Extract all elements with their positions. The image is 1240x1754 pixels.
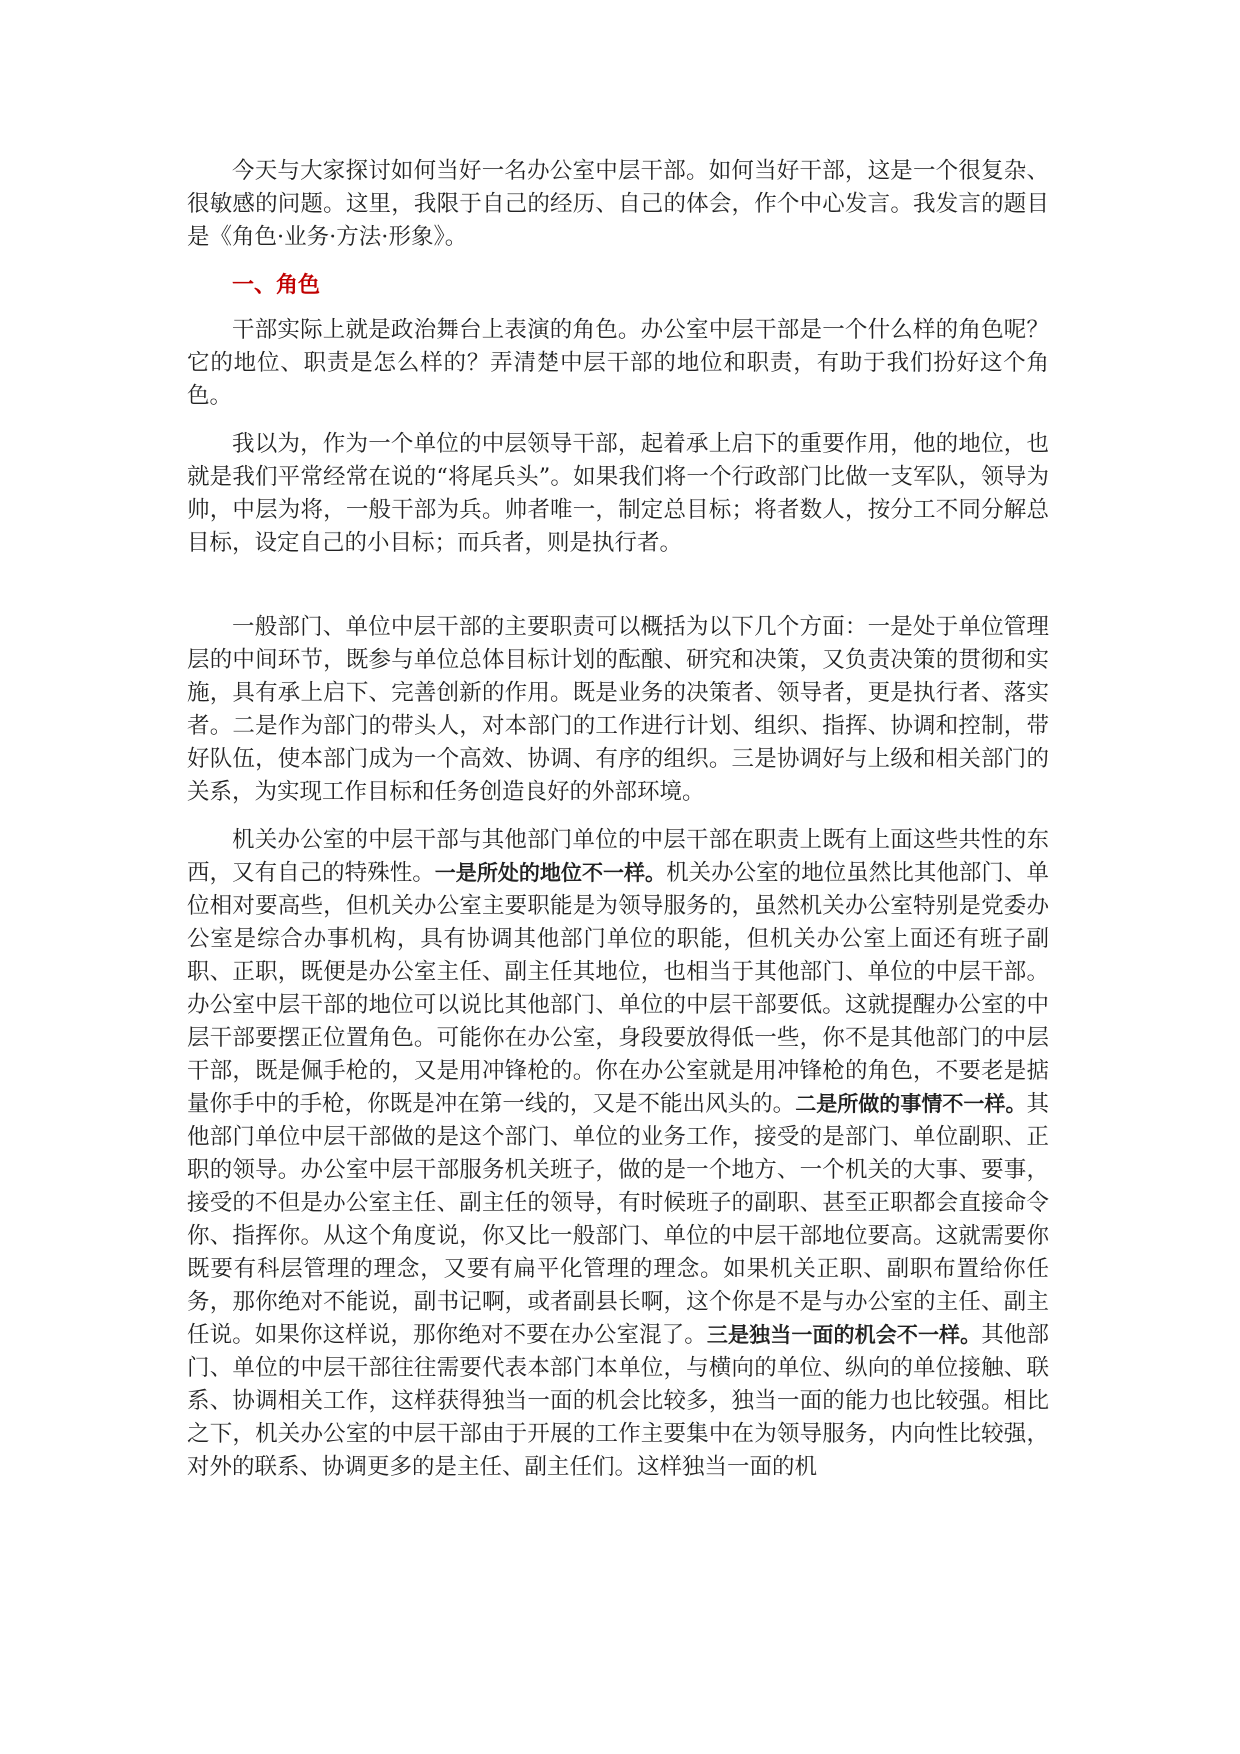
bold-point-2: 二是所做的事情不一样。 [795,1092,1027,1116]
paragraph-position: 我以为，作为一个单位的中层领导干部，起着承上启下的重要作用，他的地位，也就是我们平常经常在说的“将尾兵头”。如果我们将一个行政部门比做一支军队，领导为帅，中层为将，一般干部为兵。帅者唯一，制定总目标；将者数人，按分工不同分解总目标，设定自己的小目标；而兵者，则是执行者。 [187,431,1049,556]
paragraph-text: 机关办公室的地位虽然比其他部门、单位相对要高些，但机关办公室主要职能是为领导服务的，虽然机关办公室特别是党委办公室是综合办事机构，具有协调其他部门单位的职能，但机关办公室上面还有班子副职、正职，既便是办公室主任、副主任其地位，也相当于其他部门、单位的中层干部。办公室中层干部的地位可以说比其他部门、单位的中层干部要低。这就提醒办公室的中层干部要摆正位置角色。可能你在办公室，身段要放得低一些，你不是其他部门的中层干部，既是佩手枪的，又是用冲锋枪的。你在办公室就是用冲锋枪的角色，不要老是掂量你手中的手枪，你既是冲在第一线的，又是不能出风头的。 [187,860,1049,1117]
document-page [187,155,1049,1499]
bold-point-3: 三是独当一面的机会不一样。 [706,1323,982,1347]
bold-point-1: 一是所处的地位不一样。 [434,861,667,885]
intro-paragraph: 今天与大家探讨如何当好一名办公室中层干部。如何当好干部，这是一个很复杂、很敏感的问题。这里，我限于自己的经历、自己的体会，作个中心发言。我发言的题目是《角色·业务·方法·形象》。 [187,158,1049,250]
paragraph-text: 其他部门单位中层干部做的是这个部门、单位的业务工作，接受的是部门、单位副职、正职的领导。办公室中层干部服务机关班子，做的是一个地方、一个机关的大事、要事，接受的不但是办公室主任、副主任的领导，有时候班子的副职、甚至正职都会直接命令你、指挥你。从这个角度说，你又比一般部门、单位的中层干部地位要高。这就需要你既要有科层管理的理念，又要有扁平化管理的理念。如果机关正职、副职布置给你任务，那你绝对不能说，副书记啊，或者副县长啊，这个你是不是与办公室的主任、副主任说。如果你这样说，那你绝对不要在办公室混了。 [187,1091,1049,1348]
blank-line [187,575,1049,611]
paragraph-office-specifics [187,824,1049,1484]
section-heading-role: 一、角色 [232,273,321,298]
paragraph-text: 机关办公室的中层干部与其他部门单位的中层干部在职责上既有上面这些共性的东西，又有自己的特殊性。 [187,827,1049,886]
paragraph-role-definition: 干部实际上就是政治舞台上表演的角色。办公室中层干部是一个什么样的角色呢？它的地位、职责是怎么样的？弄清楚中层干部的地位和职责，有助于我们扮好这个角色。 [187,317,1049,409]
paragraph-text: 其他部门、单位的中层干部往往需要代表本部门本单位，与横向的单位、纵向的单位接触、联系、协调相关工作，这样获得独当一面的机会比较多，独当一面的能力也比较强。相比之下，机关办公室的中层干部由于开展的工作主要集中在为领导服务，内向性比较强，对外的联系、协调更多的是主任、副主任们。这样独当一面的机 [187,1322,1049,1480]
paragraph-duties: 一般部门、单位中层干部的主要职责可以概括为以下几个方面：一是处于单位管理层的中间环节，既参与单位总体目标计划的酝酿、研究和决策，又负责决策的贯彻和实施，具有承上启下、完善创新的作用。既是业务的决策者、领导者，更是执行者、落实者。二是作为部门的带头人，对本部门的工作进行计划、组织、指挥、协调和控制，带好队伍，使本部门成为一个高效、协调、有序的组织。三是协调好与上级和相关部门的关系，为实现工作目标和任务创造良好的外部环境。 [187,614,1049,805]
